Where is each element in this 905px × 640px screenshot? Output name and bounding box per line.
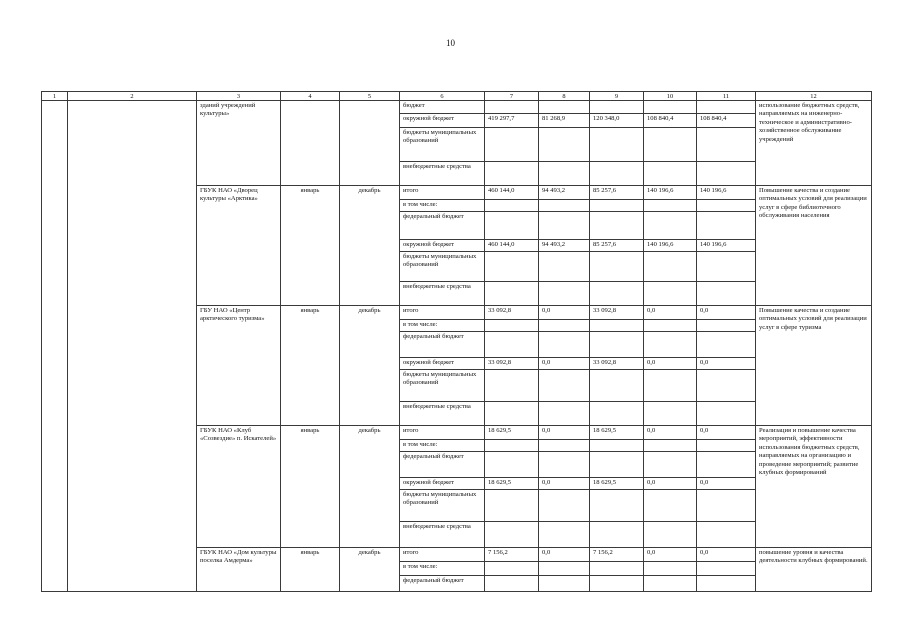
block-2-row-4-col-10 [644, 490, 697, 522]
block-0-row-3-col-8: 94 493,2 [539, 240, 590, 252]
start-month: январь [281, 426, 340, 548]
block-2-row-0-col-9: 18 629,5 [590, 426, 644, 440]
first-block-row-1-col-11: 108 840,4 [697, 114, 756, 128]
block-0-row-4-col-8 [539, 252, 590, 282]
block-1-row-1-col-8 [539, 320, 590, 332]
block-2-row-1-col-10 [644, 440, 697, 452]
first-block-row-1-col-10: 108 840,4 [644, 114, 697, 128]
end-month: декабрь [340, 426, 400, 548]
block-1-row-4-col-7 [485, 370, 539, 402]
header-cell-8: 8 [539, 91, 590, 101]
start-month: январь [281, 548, 340, 592]
institution-name: ГБУК НАО «Дом культуры поселка Амдерма» [197, 548, 281, 592]
block-0-row-5-col-9 [590, 282, 644, 306]
first-block-row-2-col-10 [644, 128, 697, 162]
block-2-row-1-col-9 [590, 440, 644, 452]
block-2-row-4-col-9 [590, 490, 644, 522]
block-0-row-2-col-10 [644, 212, 697, 240]
col-2-cell [68, 101, 197, 592]
block-1-row-2-col-11 [697, 332, 756, 358]
block-2-row-5-col-9 [590, 522, 644, 548]
block-2-row-0-col-11: 0,0 [697, 426, 756, 440]
block-1-row-2-col-10 [644, 332, 697, 358]
block-0-row-2-col-9 [590, 212, 644, 240]
block-1-row-2-col-7 [485, 332, 539, 358]
first-block-row-1-col-8: 81 268,9 [539, 114, 590, 128]
block-0-row-0-col-11: 140 196,6 [697, 186, 756, 200]
block-1-row-3-col-10: 0,0 [644, 358, 697, 370]
block-0-row-1-label: в том числе: [400, 200, 485, 212]
block-1-row-0-col-8: 0,0 [539, 306, 590, 320]
first-block-row-1-col-9: 120 348,0 [590, 114, 644, 128]
block-0-row-5-label: внебюджетные средства [400, 282, 485, 306]
block-0-row-2-col-8 [539, 212, 590, 240]
header-cell-7: 7 [485, 91, 539, 101]
block-3-row-2-col-10 [644, 576, 697, 592]
institution-name: ГБУК НАО «Клуб «Созвездие» п. Искателей» [197, 426, 281, 548]
block-1-row-4-col-10 [644, 370, 697, 402]
institution-name: ГБУК НАО «Дворец культуры «Арктика» [197, 186, 281, 306]
block-2-row-4-col-11 [697, 490, 756, 522]
header-cell-12: 12 [756, 91, 872, 101]
goal-text: Повышение качества и создание оптимальных условий для реализации услуг в сфере туризма [756, 306, 872, 426]
block-2-row-4-col-7 [485, 490, 539, 522]
header-cell-5: 5 [340, 91, 400, 101]
block-0-row-3-label: окружной бюджет [400, 240, 485, 252]
block-1-row-0-col-9: 33 092,8 [590, 306, 644, 320]
block-0-row-0-col-8: 94 493,2 [539, 186, 590, 200]
block-0-row-5-col-7 [485, 282, 539, 306]
block-3-row-0-col-10: 0,0 [644, 548, 697, 562]
block-0-row-0-col-7: 460 144,0 [485, 186, 539, 200]
block-3-row-1-col-10 [644, 562, 697, 576]
block-2-row-3-col-10: 0,0 [644, 478, 697, 490]
block-1-row-0-col-11: 0,0 [697, 306, 756, 320]
block-0-row-0-col-10: 140 196,6 [644, 186, 697, 200]
goal-text: повышение уровня и качества деятельности клубных формирований. [756, 548, 872, 592]
block-1-row-1-col-9 [590, 320, 644, 332]
block-3-row-1-col-9 [590, 562, 644, 576]
col-1-cell [41, 101, 68, 592]
block-3-row-2-label: федеральный бюджет [400, 576, 485, 592]
block-3-row-2-col-8 [539, 576, 590, 592]
first-block-row-2-col-9 [590, 128, 644, 162]
block-3-row-1-col-7 [485, 562, 539, 576]
block-2-row-3-label: окружной бюджет [400, 478, 485, 490]
block-2-row-2-col-8 [539, 452, 590, 478]
block-3-row-1-label: в том числе: [400, 562, 485, 576]
block-2-row-5-col-11 [697, 522, 756, 548]
block-0-row-0-label: итого [400, 186, 485, 200]
block-0-row-4-label: бюджеты муниципальных образований [400, 252, 485, 282]
block-2-row-3-col-8: 0,0 [539, 478, 590, 490]
block-1-row-3-label: окружной бюджет [400, 358, 485, 370]
block-0-row-3-col-7: 460 144,0 [485, 240, 539, 252]
block-1-row-2-label: федеральный бюджет [400, 332, 485, 358]
block-1-row-1-col-11 [697, 320, 756, 332]
goal-text: Повышение качества и создание оптимальных условий для реализации услуг в сфере библиотечного обслуживания населения [756, 186, 872, 306]
block-0-row-3-col-9: 85 257,6 [590, 240, 644, 252]
first-block-row-2-col-8 [539, 128, 590, 162]
block-0-row-4-col-11 [697, 252, 756, 282]
block-3-row-2-col-9 [590, 576, 644, 592]
start-month [281, 101, 340, 186]
block-0-row-5-col-10 [644, 282, 697, 306]
first-block-row-0-col-10 [644, 101, 697, 114]
block-2-row-1-label: в том числе: [400, 440, 485, 452]
first-block-row-3-col-9 [590, 162, 644, 186]
block-1-row-3-col-7: 33 092,8 [485, 358, 539, 370]
header-cell-10: 10 [644, 91, 697, 101]
block-2-row-0-col-10: 0,0 [644, 426, 697, 440]
block-3-row-0-label: итого [400, 548, 485, 562]
block-1-row-3-col-11: 0,0 [697, 358, 756, 370]
block-3-row-0-col-8: 0,0 [539, 548, 590, 562]
block-0-row-2-col-11 [697, 212, 756, 240]
block-0-row-5-col-11 [697, 282, 756, 306]
block-1-row-2-col-9 [590, 332, 644, 358]
block-0-row-4-col-7 [485, 252, 539, 282]
block-2-row-5-col-8 [539, 522, 590, 548]
block-2-row-3-col-7: 18 629,5 [485, 478, 539, 490]
first-block-row-2-col-7 [485, 128, 539, 162]
end-month [340, 101, 400, 186]
block-1-row-1-col-10 [644, 320, 697, 332]
block-3-row-1-col-8 [539, 562, 590, 576]
block-3-row-0-col-9: 7 156,2 [590, 548, 644, 562]
block-1-row-1-label: в том числе: [400, 320, 485, 332]
end-month: декабрь [340, 306, 400, 426]
first-block-row-0-label: бюджет [400, 101, 485, 114]
header-cell-3: 3 [197, 91, 281, 101]
block-2-row-0-label: итого [400, 426, 485, 440]
header-cell-1: 1 [41, 91, 68, 101]
first-block-row-3-col-11 [697, 162, 756, 186]
block-0-row-3-col-11: 140 196,6 [697, 240, 756, 252]
block-0-row-4-col-9 [590, 252, 644, 282]
block-2-row-5-col-7 [485, 522, 539, 548]
header-cell-6: 6 [400, 91, 485, 101]
block-1-row-5-col-9 [590, 402, 644, 426]
block-1-row-5-label: внебюджетные средства [400, 402, 485, 426]
header-cell-2: 2 [68, 91, 197, 101]
header-cell-9: 9 [590, 91, 644, 101]
block-0-row-2-col-7 [485, 212, 539, 240]
block-2-row-0-col-7: 18 629,5 [485, 426, 539, 440]
header-cell-4: 4 [281, 91, 340, 101]
block-3-row-0-col-7: 7 156,2 [485, 548, 539, 562]
block-2-row-2-col-10 [644, 452, 697, 478]
block-0-row-0-col-9: 85 257,6 [590, 186, 644, 200]
block-2-row-3-col-11: 0,0 [697, 478, 756, 490]
end-month: декабрь [340, 186, 400, 306]
first-block-row-0-col-11 [697, 101, 756, 114]
institution-name: ГБУ НАО «Центр арктического туризма» [197, 306, 281, 426]
institution-name: зданий учреждений культуры» [197, 101, 281, 186]
first-block-row-3-col-10 [644, 162, 697, 186]
block-1-row-5-col-11 [697, 402, 756, 426]
first-block-row-2-col-11 [697, 128, 756, 162]
block-0-row-1-col-11 [697, 200, 756, 212]
block-0-row-1-col-10 [644, 200, 697, 212]
block-0-row-1-col-9 [590, 200, 644, 212]
block-0-row-1-col-7 [485, 200, 539, 212]
block-1-row-5-col-8 [539, 402, 590, 426]
block-1-row-5-col-7 [485, 402, 539, 426]
block-1-row-2-col-8 [539, 332, 590, 358]
first-block-row-1-label: окружной бюджет [400, 114, 485, 128]
first-block-row-3-label: внебюджетные средства [400, 162, 485, 186]
block-1-row-4-col-11 [697, 370, 756, 402]
block-1-row-3-col-9: 33 092,8 [590, 358, 644, 370]
block-1-row-3-col-8: 0,0 [539, 358, 590, 370]
first-block-row-1-col-7: 419 297,7 [485, 114, 539, 128]
block-1-row-4-col-9 [590, 370, 644, 402]
start-month: январь [281, 186, 340, 306]
first-block-row-3-col-8 [539, 162, 590, 186]
block-0-row-1-col-8 [539, 200, 590, 212]
block-2-row-5-label: внебюджетные средства [400, 522, 485, 548]
block-2-row-1-col-11 [697, 440, 756, 452]
block-2-row-4-label: бюджеты муниципальных образований [400, 490, 485, 522]
block-0-row-4-col-10 [644, 252, 697, 282]
first-block-row-0-col-9 [590, 101, 644, 114]
block-0-row-2-label: федеральный бюджет [400, 212, 485, 240]
block-1-row-0-col-10: 0,0 [644, 306, 697, 320]
block-1-row-4-col-8 [539, 370, 590, 402]
block-2-row-5-col-10 [644, 522, 697, 548]
start-month: январь [281, 306, 340, 426]
block-2-row-2-col-9 [590, 452, 644, 478]
header-cell-11: 11 [697, 91, 756, 101]
block-2-row-4-col-8 [539, 490, 590, 522]
first-block-row-2-label: бюджеты муниципальных образований [400, 128, 485, 162]
block-1-row-0-label: итого [400, 306, 485, 320]
page-number: 10 [446, 38, 455, 48]
block-2-row-3-col-9: 18 629,5 [590, 478, 644, 490]
block-1-row-1-col-7 [485, 320, 539, 332]
block-2-row-2-label: федеральный бюджет [400, 452, 485, 478]
block-1-row-4-label: бюджеты муниципальных образований [400, 370, 485, 402]
end-month: декабрь [340, 548, 400, 592]
first-block-row-0-col-8 [539, 101, 590, 114]
block-0-row-3-col-10: 140 196,6 [644, 240, 697, 252]
first-block-row-3-col-7 [485, 162, 539, 186]
block-3-row-1-col-11 [697, 562, 756, 576]
block-1-row-0-col-7: 33 092,8 [485, 306, 539, 320]
block-2-row-2-col-7 [485, 452, 539, 478]
block-0-row-5-col-8 [539, 282, 590, 306]
block-3-row-2-col-7 [485, 576, 539, 592]
goal-text: использование бюджетных средств, направляемых на инженерно-техническое и административно-хозяйственное обслуживание учреждений [756, 101, 872, 186]
block-3-row-2-col-11 [697, 576, 756, 592]
block-2-row-0-col-8: 0,0 [539, 426, 590, 440]
block-2-row-2-col-11 [697, 452, 756, 478]
block-3-row-0-col-11: 0,0 [697, 548, 756, 562]
block-1-row-5-col-10 [644, 402, 697, 426]
block-2-row-1-col-8 [539, 440, 590, 452]
block-2-row-1-col-7 [485, 440, 539, 452]
goal-text: Реализация и повышение качества мероприятий, эффективности использования бюджетных средств, направляемых на организацию и проведение мероприятий; развитие клубных формирований [756, 426, 872, 548]
first-block-row-0-col-7 [485, 101, 539, 114]
